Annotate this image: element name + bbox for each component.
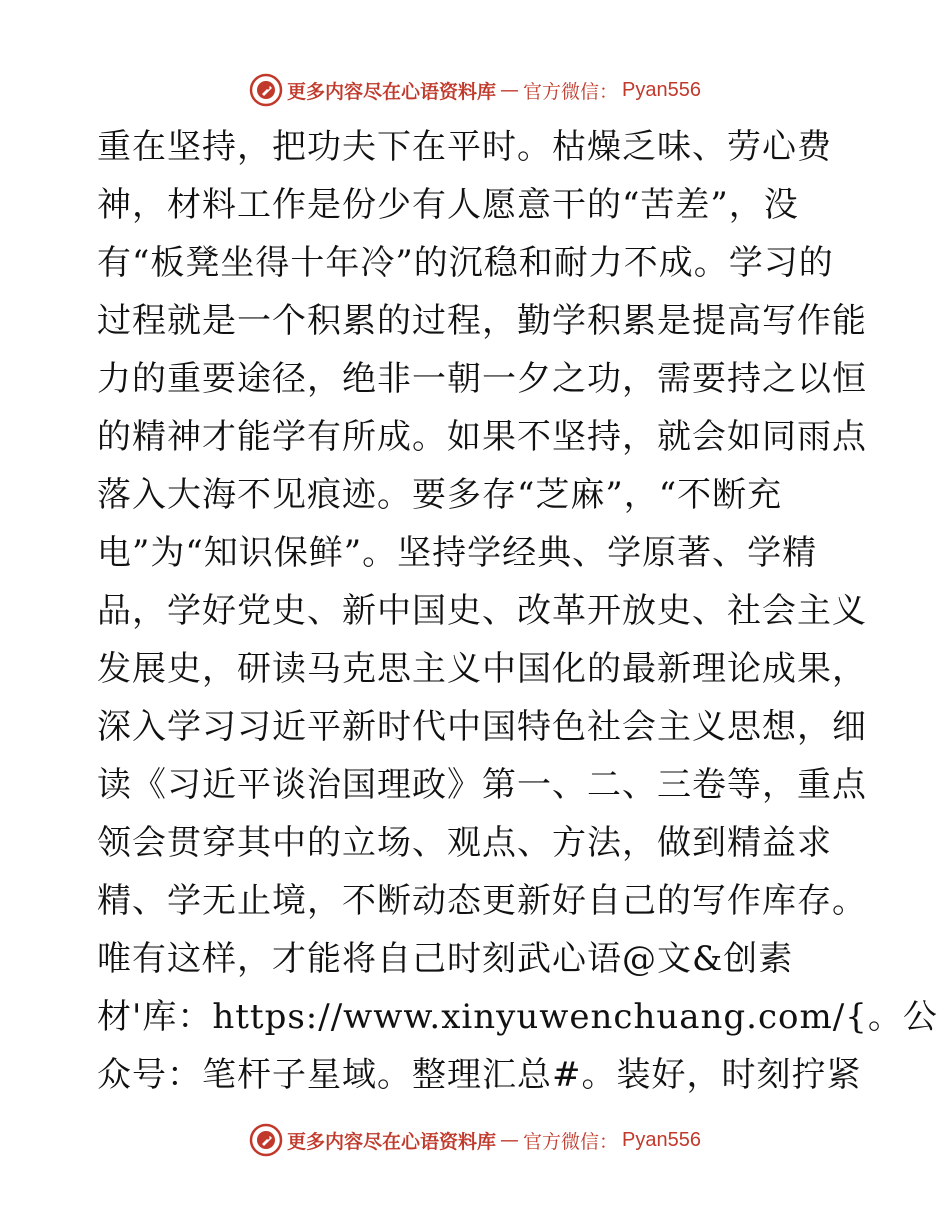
banner-main-text: 更多内容尽在心语资料库	[287, 80, 497, 103]
text-line: 的精神才能学有所成。如果不坚持，就会如同雨点	[97, 417, 867, 457]
text-line: 众号：笔杆子星域。整理汇总#。装好，时刻拧紧	[97, 1055, 862, 1095]
text-line: 力的重要途径，绝非一朝一夕之功，需要持之以恒	[97, 359, 867, 399]
document-body	[97, 118, 938, 1104]
header-watermark-banner	[0, 70, 950, 110]
text-line: 发展史，研读马克思主义中国化的最新理论成果，	[97, 649, 867, 689]
pen-nib-logo-icon	[249, 1123, 283, 1157]
text-line: 深入学习习近平新时代中国特色社会主义思想，细	[97, 707, 867, 747]
text-line: 唯有这样，才能将自己时刻武心语@文&创素	[97, 939, 794, 979]
text-line: 重在坚持，把功夫下在平时。枯燥乏味、劳心费	[97, 127, 832, 167]
text-line: 有“板凳坐得十年冷”的沉稳和耐力不成。学习的	[97, 243, 834, 283]
banner-wechat-label: 官方微信：	[523, 1130, 619, 1153]
text-line: 领会贯穿其中的立场、观点、方法，做到精益求	[97, 823, 832, 863]
banner-separator: —	[500, 79, 520, 101]
banner-separator: —	[500, 1129, 520, 1151]
text-line: 落入大海不见痕迹。要多存“芝麻”，“不断充	[97, 475, 783, 515]
text-line: 材'库：https://www.xinyuwenchuang.com/{。公	[97, 997, 938, 1037]
pen-nib-logo-icon	[249, 73, 283, 107]
banner-main-text: 更多内容尽在心语资料库	[287, 1130, 497, 1153]
banner-wechat-label: 官方微信：	[523, 80, 619, 103]
banner-wechat-id: Pyan556	[622, 78, 701, 101]
text-line: 品，学好党史、新中国史、改革开放史、社会主义	[97, 591, 867, 631]
text-line: 神，材料工作是份少有人愿意干的“苦差”，没	[97, 185, 799, 225]
banner-wechat-id: Pyan556	[622, 1128, 701, 1151]
text-line: 过程就是一个积累的过程，勤学积累是提高写作能	[97, 301, 867, 341]
footer-watermark-banner	[0, 1120, 950, 1160]
text-line: 精、学无止境，不断动态更新好自己的写作库存。	[97, 881, 867, 921]
text-line: 读《习近平谈治国理政》第一、二、三卷等，重点	[97, 765, 867, 805]
text-line: 电”为“知识保鲜”。坚持学经典、学原著、学精	[97, 533, 818, 573]
